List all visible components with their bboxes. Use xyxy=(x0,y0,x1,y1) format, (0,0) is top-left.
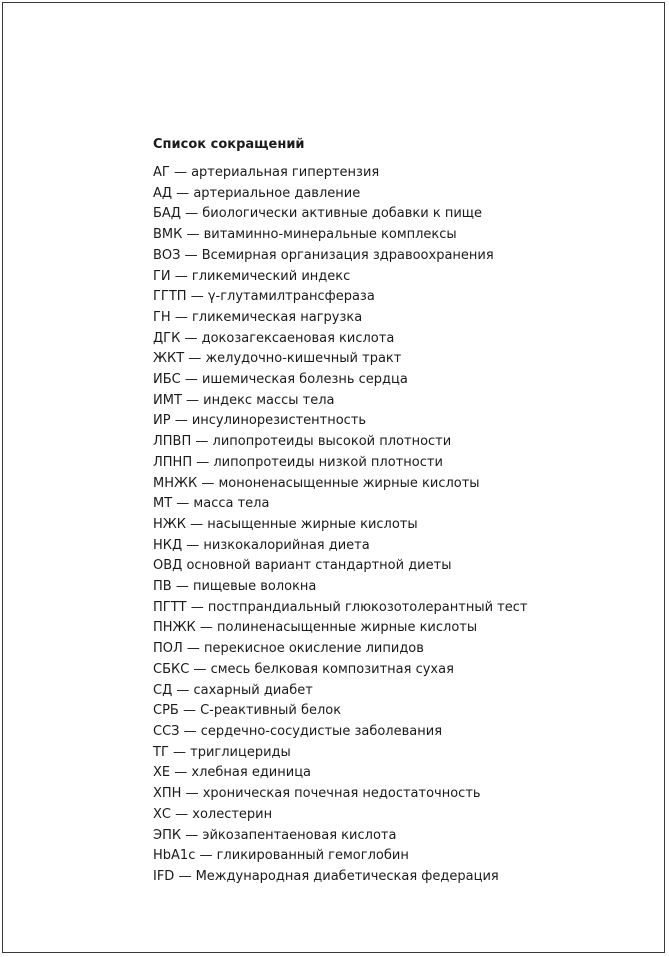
abbreviation-item: ПОЛ — перекисное окисление липидов xyxy=(153,641,424,657)
abbreviation-item: ПНЖК — полиненасыщенные жирные кислоты xyxy=(153,620,478,636)
abbreviation-item: ГГТП — γ-глутамилтрансфераза xyxy=(153,289,375,305)
abbreviation-list xyxy=(153,163,653,888)
abbreviation-item: АД — артериальное давление xyxy=(153,185,361,201)
abbreviation-item: ЭПК — эйкозапентаеновая кислота xyxy=(153,827,397,843)
abbreviation-item: СБКС — смесь белковая композитная сухая xyxy=(153,661,454,677)
abbreviation-item: ВОЗ — Всемирная организация здравоохранения xyxy=(153,247,494,263)
abbreviation-item: НЖК — насыщенные жирные кислоты xyxy=(153,516,418,532)
abbreviation-item: ЛПВП — липопротеиды высокой плотности xyxy=(153,434,452,450)
abbreviation-item: ПГТТ — постпрандиальный глюкозотолерантный тест xyxy=(153,599,528,615)
abbreviation-item: ССЗ — сердечно-сосудистые заболевания xyxy=(153,723,443,739)
abbreviation-item: СД — сахарный диабет xyxy=(153,682,313,698)
abbreviation-item: МНЖК — мононенасыщенные жирные кислоты xyxy=(153,475,480,491)
abbreviation-item: ТГ — триглицериды xyxy=(153,744,291,760)
abbreviation-item: ЛПНП — липопротеиды низкой плотности xyxy=(153,454,443,470)
abbreviation-item: ОВД основной вариант стандартной диеты xyxy=(153,558,452,574)
abbreviation-item: АГ — артериальная гипертензия xyxy=(153,165,380,180)
abbreviation-item: НКД — низкокалорийная диета xyxy=(153,537,370,553)
abbreviation-item: ЖКТ — желудочно-кишечный тракт xyxy=(153,351,402,367)
page xyxy=(2,2,665,953)
abbreviation-item: ХЕ — хлебная единица xyxy=(153,765,312,781)
abbreviation-item: ВМК — витаминно-минеральные комплексы xyxy=(153,227,457,243)
abbreviation-item: ПВ — пищевые волокна xyxy=(153,579,317,595)
abbreviation-item: ИМТ — индекс массы тела xyxy=(153,392,335,408)
abbreviation-item: HbA1c — гликированный гемоглобин xyxy=(153,848,409,864)
abbreviation-item: ГИ — гликемический индекс xyxy=(153,268,351,284)
abbreviation-item: ИБС — ишемическая болезнь сердца xyxy=(153,372,408,388)
abbreviation-item: ИР — инсулинорезистентность xyxy=(153,413,367,429)
abbreviation-item: СРБ — С-реактивный белок xyxy=(153,703,342,719)
abbreviation-item: БАД — биологически активные добавки к пище xyxy=(153,206,483,222)
abbreviation-item: МТ — масса тела xyxy=(153,496,270,512)
abbreviation-item: ГН — гликемическая нагрузка xyxy=(153,309,363,325)
abbreviation-item: IFD — Международная диабетическая федерация xyxy=(153,868,499,884)
section-title: Список сокращений xyxy=(153,137,305,152)
abbreviations-section xyxy=(153,135,653,888)
abbreviation-item: ХПН — хроническая почечная недостаточность xyxy=(153,786,481,802)
abbreviation-item: ХС — холестерин xyxy=(153,806,273,822)
abbreviation-item: ДГК — докозагексаеновая кислота xyxy=(153,330,395,346)
